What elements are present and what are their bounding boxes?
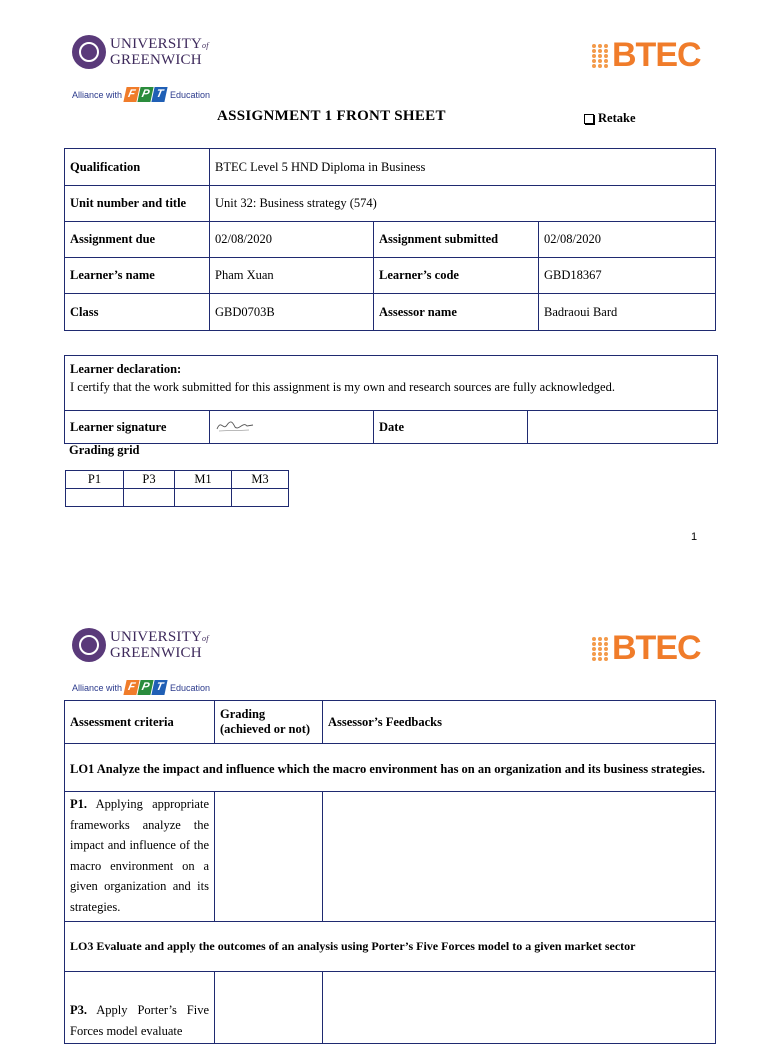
submitted-value: 02/08/2020: [539, 222, 716, 258]
university-logo: [72, 628, 209, 662]
p3-criterion: [65, 972, 215, 1044]
p1-grading-cell: [215, 792, 323, 922]
assessor-label: Assessor name: [374, 294, 539, 331]
grid-header-p3: P3: [124, 471, 175, 489]
signature-mark: [215, 415, 255, 435]
grid-header-m3: M3: [232, 471, 289, 489]
qualification-label: Qualification: [65, 149, 210, 186]
p1-text: Applying appropriate frameworks analyze the impact and influence of the macro environment on a given organization and its strategies.: [70, 797, 209, 914]
page-title: ASSIGNMENT 1 FRONT SHEET: [217, 108, 446, 124]
btec-wordmark: BTEC: [612, 629, 701, 667]
dots-icon: [592, 39, 610, 73]
date-cells: [374, 411, 718, 444]
p1-code: P1.: [70, 797, 88, 811]
assessor-value: Badraoui Bard: [539, 294, 716, 331]
fpt-letter: T: [151, 87, 167, 102]
assessment-table: [64, 700, 716, 1044]
grid-header-m1: M1: [175, 471, 232, 489]
p1-feedback-cell: [323, 792, 716, 922]
university-name-2: GREENWICH: [110, 52, 202, 68]
date-label: Date: [374, 411, 528, 443]
criteria-header: Assessment criteria: [65, 701, 215, 744]
front-sheet-table: [64, 148, 716, 331]
university-logo: [72, 35, 209, 69]
declaration-table: [64, 355, 718, 444]
grading-grid-heading: Grading grid: [69, 443, 140, 457]
class-label: Class: [65, 294, 210, 331]
university-of: of: [202, 41, 209, 50]
fpt-letter: F: [123, 87, 139, 102]
university-name-2: GREENWICH: [110, 645, 202, 661]
signature-cell: [210, 411, 374, 444]
fpt-logo: [125, 680, 167, 695]
p3-grading-cell: [215, 972, 323, 1044]
retake-label: Retake: [598, 111, 636, 125]
p1-criterion: [65, 792, 215, 922]
grid-cell: [124, 489, 175, 507]
alliance-prefix: Alliance with: [72, 89, 123, 100]
university-of: of: [202, 634, 209, 643]
alliance-prefix: Alliance with: [72, 682, 123, 693]
alliance-suffix: Education: [170, 89, 211, 100]
crest-icon: [72, 628, 106, 662]
due-value: 02/08/2020: [210, 222, 374, 258]
fpt-letter: P: [137, 680, 153, 695]
checkbox-icon: [584, 114, 594, 124]
crest-icon: [72, 35, 106, 69]
lo3-row: LO3 Evaluate and apply the outcomes of an analysis using Porter’s Five Forces model to a given market sector: [65, 922, 716, 972]
declaration-text: I certify that the work submitted for this assignment is my own and research sources are fully acknowledged.: [70, 380, 615, 394]
learner-code-label: Learner’s code: [374, 258, 539, 294]
learner-name-label: Learner’s name: [65, 258, 210, 294]
date-value: [528, 411, 717, 443]
declaration-heading: Learner declaration:: [70, 362, 182, 376]
btec-wordmark: BTEC: [612, 36, 701, 74]
qualification-value: BTEC Level 5 HND Diploma in Business: [210, 149, 716, 186]
declaration-cell: [65, 356, 718, 411]
fpt-logo: [125, 87, 167, 102]
signature-label: Learner signature: [65, 411, 210, 444]
university-name: UNIVERSITY: [110, 36, 202, 52]
fpt-letter: T: [151, 680, 167, 695]
learner-name-value: Pham Xuan: [210, 258, 374, 294]
alliance-logo: [72, 680, 210, 695]
alliance-logo: [72, 87, 210, 102]
feedback-header: Assessor’s Feedbacks: [323, 701, 716, 744]
page-number: 1: [691, 531, 698, 543]
class-value: GBD0703B: [210, 294, 374, 331]
p3-text: Apply Porter’s Five Forces model evaluate: [70, 1003, 209, 1038]
grading-grid: [65, 470, 289, 507]
grid-cell: [175, 489, 232, 507]
dots-icon: [592, 632, 610, 666]
p3-code: P3.: [70, 1003, 88, 1017]
btec-logo: [592, 36, 701, 75]
submitted-label: Assignment submitted: [374, 222, 539, 258]
due-label: Assignment due: [65, 222, 210, 258]
fpt-letter: F: [123, 680, 139, 695]
p3-feedback-cell: [323, 972, 716, 1044]
university-name: UNIVERSITY: [110, 629, 202, 645]
grading-header: [215, 701, 323, 744]
learner-code-value: GBD18367: [539, 258, 716, 294]
alliance-suffix: Education: [170, 682, 211, 693]
grid-cell: [232, 489, 289, 507]
btec-logo: [592, 629, 701, 668]
fpt-letter: P: [137, 87, 153, 102]
lo1-row: LO1 Analyze the impact and influence which the macro environment has on an organization and its business strategies.: [65, 744, 716, 792]
grading-header-line1: Grading: [220, 707, 266, 721]
grid-header-p1: P1: [66, 471, 124, 489]
retake-option: [584, 111, 636, 126]
unit-label: Unit number and title: [65, 186, 210, 222]
unit-value: Unit 32: Business strategy (574): [210, 186, 716, 222]
grid-cell: [66, 489, 124, 507]
grading-header-line2: (achieved or not): [220, 722, 311, 736]
